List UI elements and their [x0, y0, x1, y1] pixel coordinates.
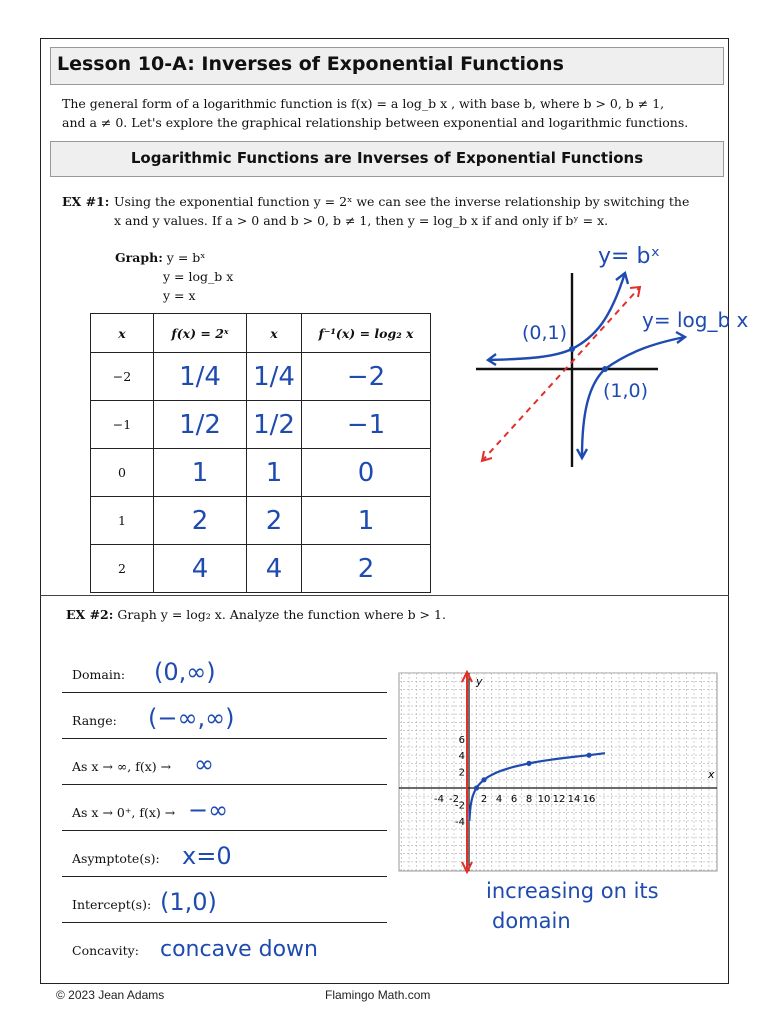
- table-cell-handwritten: −2: [302, 353, 431, 401]
- ex1-text-1: Using the exponential function y = 2ˣ we can see the inverse relationship by switching the: [114, 194, 690, 209]
- table-cell-handwritten: 1/4: [247, 353, 302, 401]
- example-2: [66, 607, 446, 622]
- lesson-title-bar: [50, 47, 724, 85]
- table-cell: 2: [91, 545, 154, 593]
- sketch-point-1-0: [602, 366, 608, 372]
- graph-note: [484, 872, 714, 942]
- analysis-row-asymptote: [62, 830, 387, 877]
- section-divider: [40, 595, 729, 596]
- lesson-title: Lesson 10-A: Inverses of Exponential Functions: [57, 53, 564, 75]
- note-line-2: domain: [492, 909, 571, 933]
- table-header: x: [247, 314, 302, 353]
- sketch-exp-curve: [488, 273, 625, 360]
- table-cell-handwritten: 1/2: [247, 401, 302, 449]
- table-cell-handwritten: 2: [154, 497, 247, 545]
- analysis-row-end-behavior-zero: [62, 784, 387, 831]
- inverse-sketch: [470, 225, 749, 475]
- sketch-label-exp: y= bˣ: [598, 244, 661, 269]
- x-tick-label: -2: [449, 794, 459, 805]
- table-row: [91, 449, 431, 497]
- table-header: f(x) = 2ˣ: [154, 314, 247, 353]
- note-line-1: increasing on its: [486, 879, 659, 903]
- log-point: [474, 785, 479, 790]
- table-cell-handwritten: 4: [154, 545, 247, 593]
- example-1: [62, 192, 712, 228]
- analysis-answer: (0,∞): [154, 658, 216, 686]
- y-tick-label: 4: [458, 751, 465, 763]
- x-tick-label: -4: [434, 794, 444, 805]
- ex2-label: EX #2:: [66, 607, 114, 622]
- table-row: [91, 353, 431, 401]
- y-tick-label: -4: [455, 816, 465, 828]
- analysis-row-concavity: [62, 922, 387, 968]
- footer-copyright: © 2023 Jean Adams: [56, 988, 165, 1002]
- ex2-text: Graph y = log₂ x. Analyze the function where b > 1.: [117, 607, 446, 622]
- analysis-answer: (1,0): [160, 888, 217, 916]
- graph-item-1: y = bˣ: [166, 250, 206, 265]
- table-cell-handwritten: 1: [247, 449, 302, 497]
- table-cell-handwritten: 2: [302, 545, 431, 593]
- section-title: Logarithmic Functions are Inverses of Exponential Functions: [130, 149, 644, 167]
- table-header: f⁻¹(x) = log₂ x: [302, 314, 431, 353]
- analysis-label: Domain:: [72, 667, 126, 682]
- ex1-label: EX #1:: [62, 194, 110, 209]
- table-row: [91, 497, 431, 545]
- table-row: [91, 401, 431, 449]
- log-grid-graph: [398, 672, 718, 872]
- footer-site: Flamingo Math.com: [325, 988, 431, 1002]
- log-point: [481, 777, 486, 782]
- x-tick-label: 8: [525, 794, 533, 805]
- log-point: [586, 753, 591, 758]
- log-point: [526, 761, 531, 766]
- graph-label: Graph:: [115, 250, 163, 265]
- ex1-text-2: x and y values. If a > 0 and b > 0, b ≠ 1, then y = log_b x if and only if bʸ = x.: [114, 213, 609, 228]
- analysis-row-range: [62, 692, 387, 739]
- table-cell: 1: [91, 497, 154, 545]
- y-tick-label: -2: [455, 800, 465, 812]
- x-tick-label: 14: [567, 794, 581, 805]
- intro-line-1: The general form of a logarithmic function is f(x) = a log_b x , with base b, where b > 0, b ≠ 1,: [62, 96, 665, 111]
- values-table: [90, 313, 431, 593]
- x-tick-label: 2: [480, 794, 488, 805]
- analysis-label: Concavity:: [72, 943, 139, 958]
- table-cell-handwritten: 1/2: [154, 401, 247, 449]
- graph-item-2: y = log_b x: [163, 269, 234, 284]
- table-cell: 0: [91, 449, 154, 497]
- table-cell: −2: [91, 353, 154, 401]
- x-tick-label: 12: [552, 794, 566, 805]
- analysis-label: As x → 0⁺, f(x) →: [72, 805, 176, 820]
- x-tick-label: 16: [582, 794, 596, 805]
- sketch-label-point-0-1: (0,1): [522, 322, 568, 344]
- section-title-bar: [50, 141, 724, 177]
- analysis-label: Asymptote(s):: [72, 851, 160, 866]
- sketch-label-point-1-0: (1,0): [603, 380, 649, 402]
- analysis-row-domain: [62, 646, 387, 693]
- table-header-row: [91, 314, 431, 353]
- table-cell-handwritten: 1: [154, 449, 247, 497]
- table-cell: −1: [91, 401, 154, 449]
- analysis-row-end-behavior-right: [62, 738, 387, 785]
- table-cell-handwritten: 1: [302, 497, 431, 545]
- y-tick-label: 6: [458, 734, 465, 746]
- table-cell-handwritten: 0: [302, 449, 431, 497]
- analysis-row-intercept: [62, 876, 387, 923]
- graph-list: [115, 248, 233, 305]
- table-cell-handwritten: 4: [247, 545, 302, 593]
- analysis-label: Intercept(s):: [72, 897, 152, 912]
- x-axis-label: x: [708, 768, 715, 781]
- x-tick-label: 10: [537, 794, 551, 805]
- analysis-answer: concave down: [160, 937, 318, 962]
- y-axis-label: y: [476, 675, 483, 688]
- graph-item-3: y = x: [163, 288, 196, 303]
- x-tick-label: 6: [510, 794, 518, 805]
- analysis-answer: ∞: [194, 750, 214, 778]
- table-header: x: [91, 314, 154, 353]
- intro-paragraph: [62, 94, 712, 132]
- sketch-identity-line: [482, 287, 640, 461]
- sketch-point-0-1: [569, 346, 575, 352]
- intro-line-2: and a ≠ 0. Let's explore the graphical relationship between exponential and logarithmic functions.: [62, 115, 689, 130]
- analysis-label: Range:: [72, 713, 117, 728]
- analysis-answer: −∞: [188, 796, 229, 824]
- x-tick-label: 4: [495, 794, 503, 805]
- table-row: [91, 545, 431, 593]
- analysis-label: As x → ∞, f(x) →: [72, 759, 172, 774]
- analysis-answer: x=0: [182, 842, 232, 870]
- sketch-label-log: y= log_b x: [642, 308, 749, 332]
- table-cell-handwritten: −1: [302, 401, 431, 449]
- table-cell-handwritten: 1/4: [154, 353, 247, 401]
- analysis-answer: (−∞,∞): [148, 704, 235, 732]
- y-tick-label: 2: [458, 767, 465, 779]
- table-cell-handwritten: 2: [247, 497, 302, 545]
